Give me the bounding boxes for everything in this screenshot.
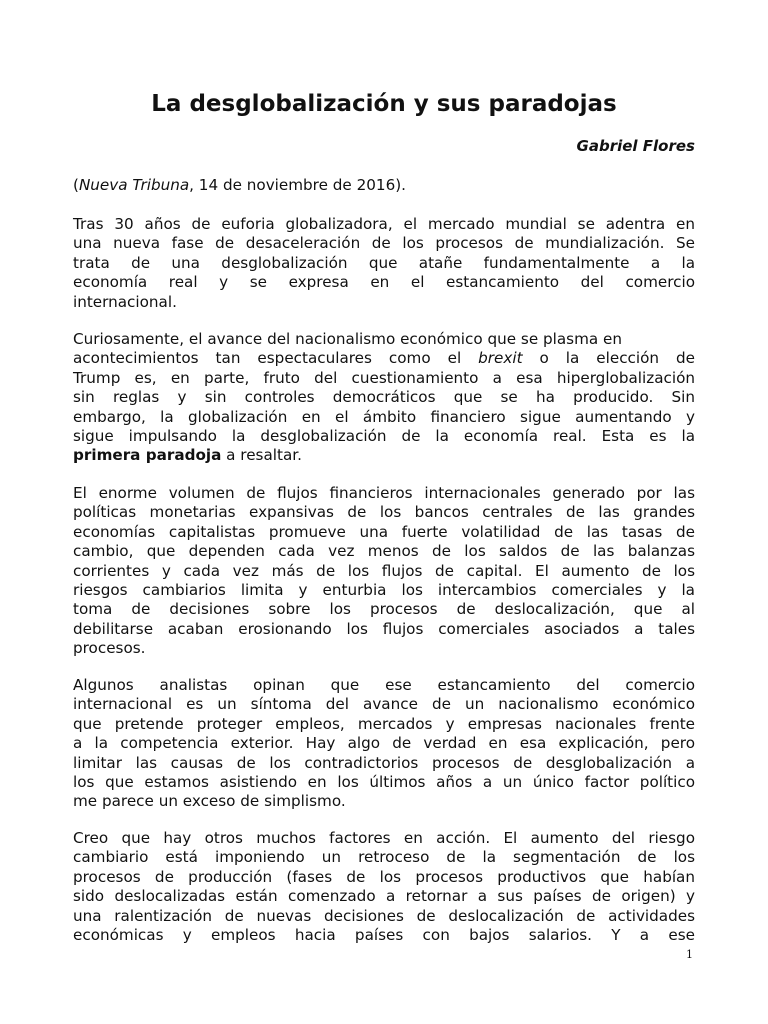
text-line: cambio, que dependen cada vez menos de los saldos de las balanzas bbox=[73, 542, 695, 561]
page-number: 1 bbox=[686, 948, 693, 961]
source-line: (Nueva Tribuna, 14 de noviembre de 2016). bbox=[73, 176, 406, 194]
text-line: sin reglas y sin controles democráticos que se ha producido. Sin bbox=[73, 388, 695, 407]
text-line: toma de decisiones sobre los procesos de deslocalización, que al bbox=[73, 600, 695, 619]
text-line: Algunos analistas opinan que ese estancamiento del comercio bbox=[73, 676, 695, 694]
text-line: primera paradoja a resaltar. bbox=[73, 446, 302, 465]
bold-phrase-primera-paradoja: primera paradoja bbox=[73, 446, 222, 465]
text-line: acontecimientos tan espectaculares como el brexit o la elección de bbox=[73, 349, 695, 368]
text-line: internacional es un síntoma del avance de un nacionalismo económico bbox=[73, 695, 695, 714]
paragraph-4 bbox=[73, 676, 695, 812]
text-line: economías capitalistas promueve una fuerte volatilidad de las tasas de bbox=[73, 522, 695, 541]
text-line: cambiario está imponiendo un retroceso de la segmentación de los bbox=[73, 848, 695, 867]
text-line: Creo que hay otros muchos factores en acción. El aumento del riesgo bbox=[73, 829, 695, 847]
text-line: procesos. bbox=[73, 639, 146, 658]
text-line: Tras 30 años de euforia globalizadora, el mercado mundial se adentra en bbox=[73, 215, 695, 233]
text-line: que pretende proteger empleos, mercados y empresas nacionales frente bbox=[73, 714, 695, 733]
source-publication: Nueva Tribuna bbox=[78, 176, 190, 194]
text-line: Curiosamente, el avance del nacionalismo económico que se plasma en bbox=[73, 330, 622, 348]
text-line: internacional. bbox=[73, 292, 177, 311]
document-page bbox=[73, 0, 695, 1024]
article-title: La desglobalización y sus paradojas bbox=[151, 91, 617, 117]
article-author: Gabriel Flores bbox=[576, 137, 695, 155]
text-line: trata de una desglobalización que atañe fundamentalmente a la bbox=[73, 253, 695, 272]
text-line: Trump es, en parte, fruto del cuestionamiento a esa hiperglobalización bbox=[73, 368, 695, 387]
paragraph-1 bbox=[73, 215, 695, 312]
text-line: sido deslocalizadas están comenzado a retornar a sus países de origen) y bbox=[73, 887, 695, 906]
text-line: me parece un exceso de simplismo. bbox=[73, 792, 346, 811]
text-line: una nueva fase de desaceleración de los procesos de mundialización. Se bbox=[73, 234, 695, 253]
text-line: económicas y empleos hacia países con bajos salarios. Y a ese bbox=[73, 925, 695, 944]
text-line: debilitarse acaban erosionando los flujos comerciales asociados a tales bbox=[73, 619, 695, 638]
text-line: procesos de producción (fases de los procesos productivos que habían bbox=[73, 867, 695, 886]
paragraph-3 bbox=[73, 484, 695, 659]
text-line: El enorme volumen de flujos financieros internacionales generado por las bbox=[73, 484, 695, 502]
text-line: embargo, la globalización en el ámbito financiero sigue aumentando y bbox=[73, 407, 695, 426]
italic-term-brexit: brexit bbox=[478, 349, 523, 368]
text-line: corrientes y cada vez más de los flujos de capital. El aumento de los bbox=[73, 561, 695, 580]
article-source bbox=[73, 176, 695, 195]
text-line: riesgos cambiarios limita y enturbia los intercambios comerciales y la bbox=[73, 580, 695, 599]
text-line: políticas monetarias expansivas de los bancos centrales de las grandes bbox=[73, 503, 695, 522]
text-line: una ralentización de nuevas decisiones de deslocalización de actividades bbox=[73, 906, 695, 925]
paragraph-5 bbox=[73, 829, 695, 945]
paragraph-2 bbox=[73, 330, 695, 466]
text-line: economía real y se expresa en el estancamiento del comercio bbox=[73, 273, 695, 292]
text-line: limitar las causas de los contradictorios procesos de desglobalización a bbox=[73, 753, 695, 772]
text-line: sigue impulsando la desglobalización de la economía real. Esta es la bbox=[73, 426, 695, 445]
text-line: a la competencia exterior. Hay algo de verdad en esa explicación, pero bbox=[73, 734, 695, 753]
text-line: los que estamos asistiendo en los últimos años a un único factor político bbox=[73, 772, 695, 791]
